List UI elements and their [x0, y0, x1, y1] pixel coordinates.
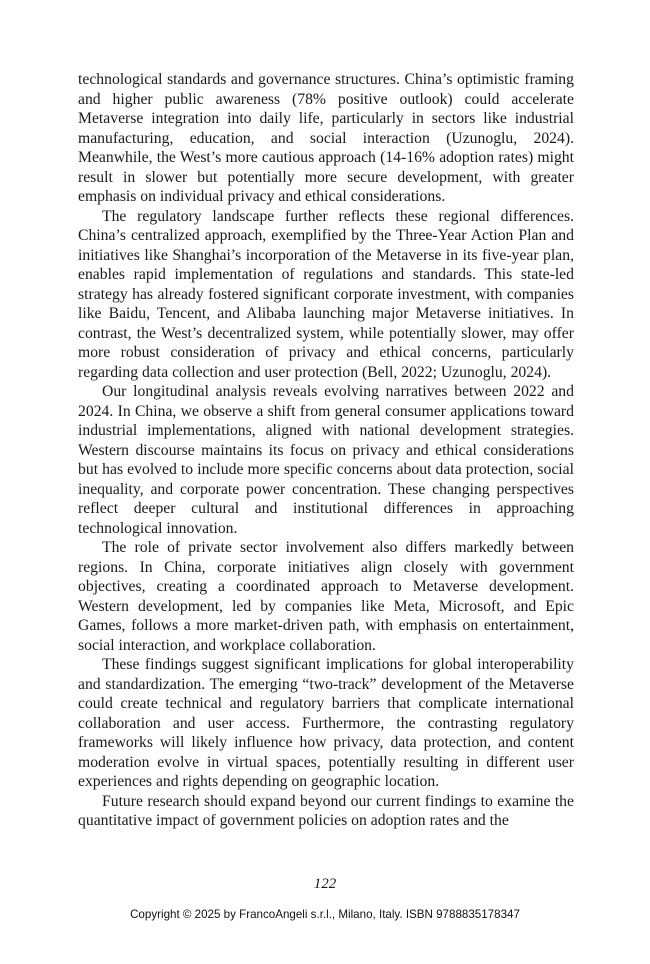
paragraph-future-research: Future research should expand beyond our current findings to examine the quantitative impact of government policies on adoption rates and the [78, 792, 574, 829]
body-text [78, 70, 574, 831]
paragraph-continued: technological standards and governance structures. China’s optimistic framing and higher public awareness (78% positive outlook) could accelerate Metaverse integration into daily life, particularly in sectors like industrial manufacturing, education, and social interaction (Uzunoglu, 2024). Meanwhile, the West’s more cautious approach (14-16% adoption rates) might result in slower but potentially more secure development, with greater emphasis on individual privacy and ethical considerations. [78, 71, 574, 205]
copyright-footer: Copyright © 2025 by FrancoAngeli s.r.l., Milano, Italy. ISBN 9788835178347 [130, 908, 520, 921]
paragraph-longitudinal-analysis: Our longitudinal analysis reveals evolving narratives between 2022 and 2024. In China, we observe a shift from general consumer applications toward industrial implementations, aligned with national development strategies. Western discourse maintains its focus on privacy and ethical considerations but has evolved to include more specific concerns about data protection, social inequality, and corporate power concentration. These changing perspectives reflect deeper cultural and institutional differences in approaching technological innovation. [78, 383, 574, 537]
page-number: 122 [313, 876, 337, 892]
paragraph-implications: These findings suggest significant implications for global interoperability and standardization. The emerging “two-track” development of the Metaverse could create technical and regulatory barriers that complicate international collaboration and user access. Furthermore, the contrasting regulatory frameworks will likely influence how privacy, data protection, and content moderation evolve in virtual spaces, potentially resulting in different user experiences and rights depending on geographic location. [78, 656, 574, 790]
paragraph-private-sector: The role of private sector involvement also differs markedly between regions. In China, corporate initiatives align closely with government objectives, creating a coordinated approach to Metaverse development. Western development, led by companies like Meta, Microsoft, and Epic Games, follows a more market-driven path, with emphasis on entertainment, social interaction, and workplace collaboration. [78, 539, 574, 654]
paragraph-regulatory-landscape: The regulatory landscape further reflects these regional differences. China’s centralized approach, exemplified by the Three-Year Action Plan and initiatives like Shanghai’s incorporation of the Metaverse in its five-year plan, enables rapid implementation of regulations and standards. This state-led strategy has already fostered significant corporate investment, with companies like Baidu, Tencent, and Alibaba launching major Metaverse initiatives. In contrast, the West’s decentralized system, while potentially slower, may offer more robust consideration of privacy and ethical concerns, particularly regarding data collection and user protection (Bell, 2022; Uzunoglu, 2024). [78, 207, 574, 381]
